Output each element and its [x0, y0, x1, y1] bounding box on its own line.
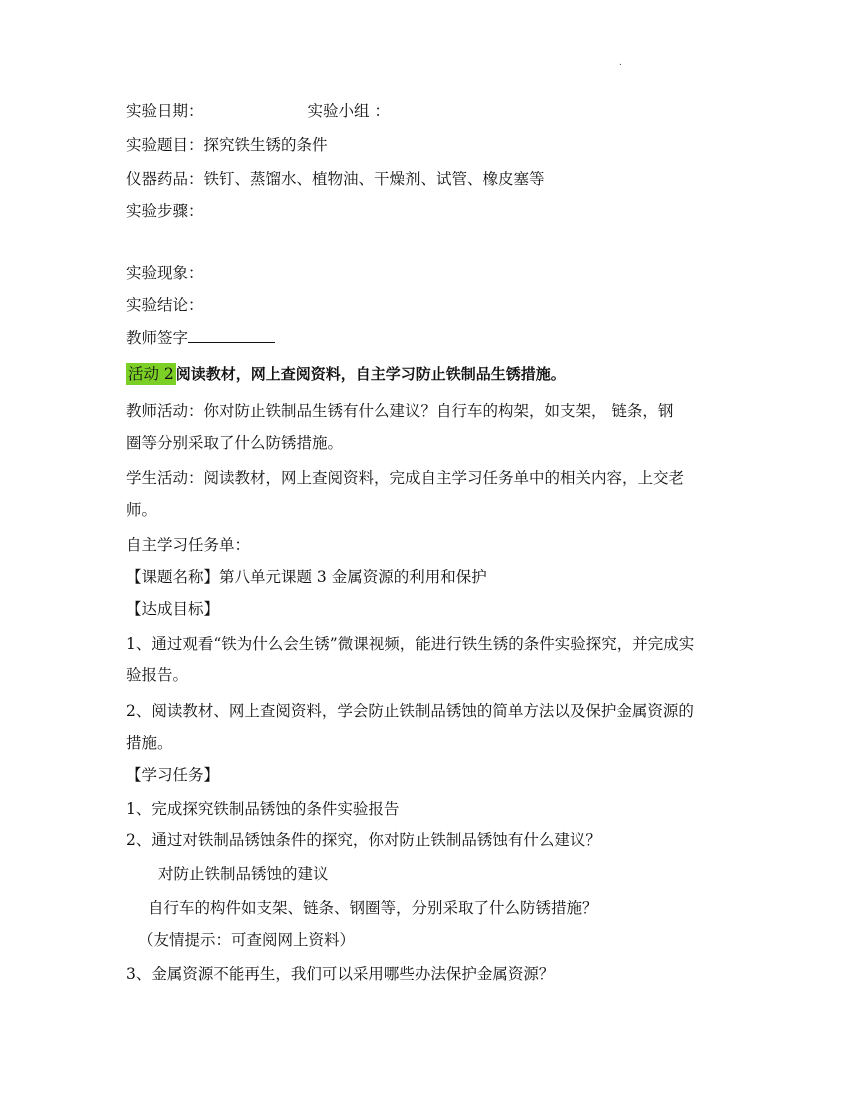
student-activity-line-1: 学生活动：阅读教材，网上查阅资料，完成自主学习任务单中的相关内容，上交老 [126, 469, 685, 487]
page-marker-dot: . [619, 58, 622, 68]
task-1: 1、完成探究铁制品锈蚀的条件实验报告 [126, 800, 400, 818]
topic-line: 实验题目：探究铁生锈的条件 [126, 136, 328, 154]
task-2: 2、通过对铁制品锈蚀条件的探究，你对防止铁制品锈蚀有什么建议？ [126, 831, 601, 849]
task-2-suggestion: 对防止铁制品锈蚀的建议 [158, 865, 329, 883]
materials-line: 仪器药品：铁钉、蒸馏水、植物油、干燥剂、试管、橡皮塞等 [126, 170, 545, 188]
goal-2-line-2: 措施。 [126, 734, 173, 752]
activity-heading [126, 364, 566, 384]
signature-line [126, 328, 275, 348]
phenomenon-line: 实验现象： [126, 264, 204, 282]
task-list-title: 自主学习任务单： [126, 536, 251, 554]
activity-title: 阅读教材，网上查阅资料，自主学习防止铁制品生锈措施。 [175, 365, 566, 383]
date-group-line [126, 101, 390, 121]
teacher-activity-line-2: 圈等分别采取了什么防锈措施。 [126, 434, 344, 452]
goal-2-line-1: 2、阅读教材、网上查阅资料，学会防止铁制品锈蚀的简单方法以及保护金属资源的 [126, 702, 694, 720]
activity-tag: 活动 2 [128, 365, 174, 383]
signature-label: 教师签字 [126, 329, 189, 347]
goal-1-line-2: 验报告。 [126, 666, 189, 684]
tasks-heading: 【学习任务】 [126, 766, 220, 784]
task-3: 3、金属资源不能再生，我们可以采用哪些办法保护金属资源？ [126, 965, 555, 983]
course-name: 【课题名称】第八单元课题 3 金属资源的利用和保护 [126, 568, 487, 586]
signature-blank [188, 328, 275, 343]
goal-1-line-1: 1、通过观看“铁为什么会生锈”微课视频，能进行铁生锈的条件实验探究，并完成实 [126, 635, 695, 653]
task-2-hint: （友情提示：可查阅网上资料） [138, 931, 356, 949]
steps-line: 实验步骤： [126, 202, 204, 220]
date-label: 实验日期： [126, 102, 204, 120]
teacher-activity-line-1: 教师活动：你对防止铁制品生锈有什么建议？自行车的构架，如支架， 链条，钢 [126, 402, 674, 420]
group-label: 实验小组 ： [307, 102, 390, 120]
conclusion-line: 实验结论： [126, 296, 204, 314]
goals-heading: 【达成目标】 [126, 600, 220, 618]
student-activity-line-2: 师。 [126, 501, 158, 519]
task-2-bicycle: 自行车的构件如支架、链条、钢圈等，分别采取了什么防锈措施？ [148, 899, 598, 917]
